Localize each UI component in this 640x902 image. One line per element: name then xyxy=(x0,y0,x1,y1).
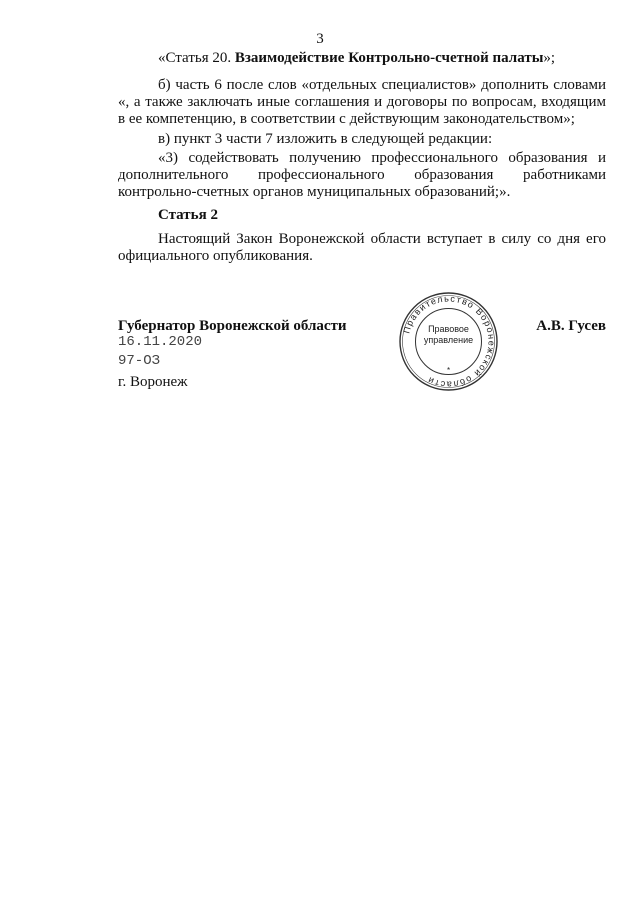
article-20-suffix: »; xyxy=(543,50,556,66)
official-stamp xyxy=(398,291,499,392)
stamp-star: * xyxy=(446,366,451,375)
signatory-position: Губернатор Воронежской области xyxy=(118,318,347,334)
article-20-prefix: «Статья 20. xyxy=(158,50,235,66)
stamp-center-line1: Правовое xyxy=(428,324,469,334)
article-20-heading xyxy=(118,50,606,67)
stamp-ring-text: Правительство Воронежской области xyxy=(401,293,497,390)
paragraph-item-v: в) пункт 3 части 7 изложить в следующей редакции: xyxy=(158,131,493,147)
article-2-heading: Статья 2 xyxy=(158,207,218,223)
signatory-name: А.В. Гусев xyxy=(536,318,606,334)
article-2-text: Настоящий Закон Воронежской области вступает в силу со дня его официального опубликования. xyxy=(118,231,606,264)
article-20-title: Взаимодействие Контрольно-счетной палаты xyxy=(234,50,544,66)
page-number: 3 xyxy=(316,31,324,47)
paragraph-item-b: б) часть 6 после слов «отдельных специалистов» дополнить словами «, а также заключать иные соглашения и договоры по вопросам, входящим в ее компетенцию, в соответствии с действующим законодательством»; xyxy=(118,77,606,127)
city: г. Воронеж xyxy=(118,374,188,390)
stamp-center-line2: управление xyxy=(423,335,474,345)
paragraph-item-v-text: «3) содействовать получению профессионального образования и дополнительного профессионального образования работниками контрольно-счетных органов муниципальных образований;». xyxy=(118,150,606,200)
law-date: 16.11.2020 xyxy=(118,334,203,350)
law-number: 97-ОЗ xyxy=(118,353,161,369)
